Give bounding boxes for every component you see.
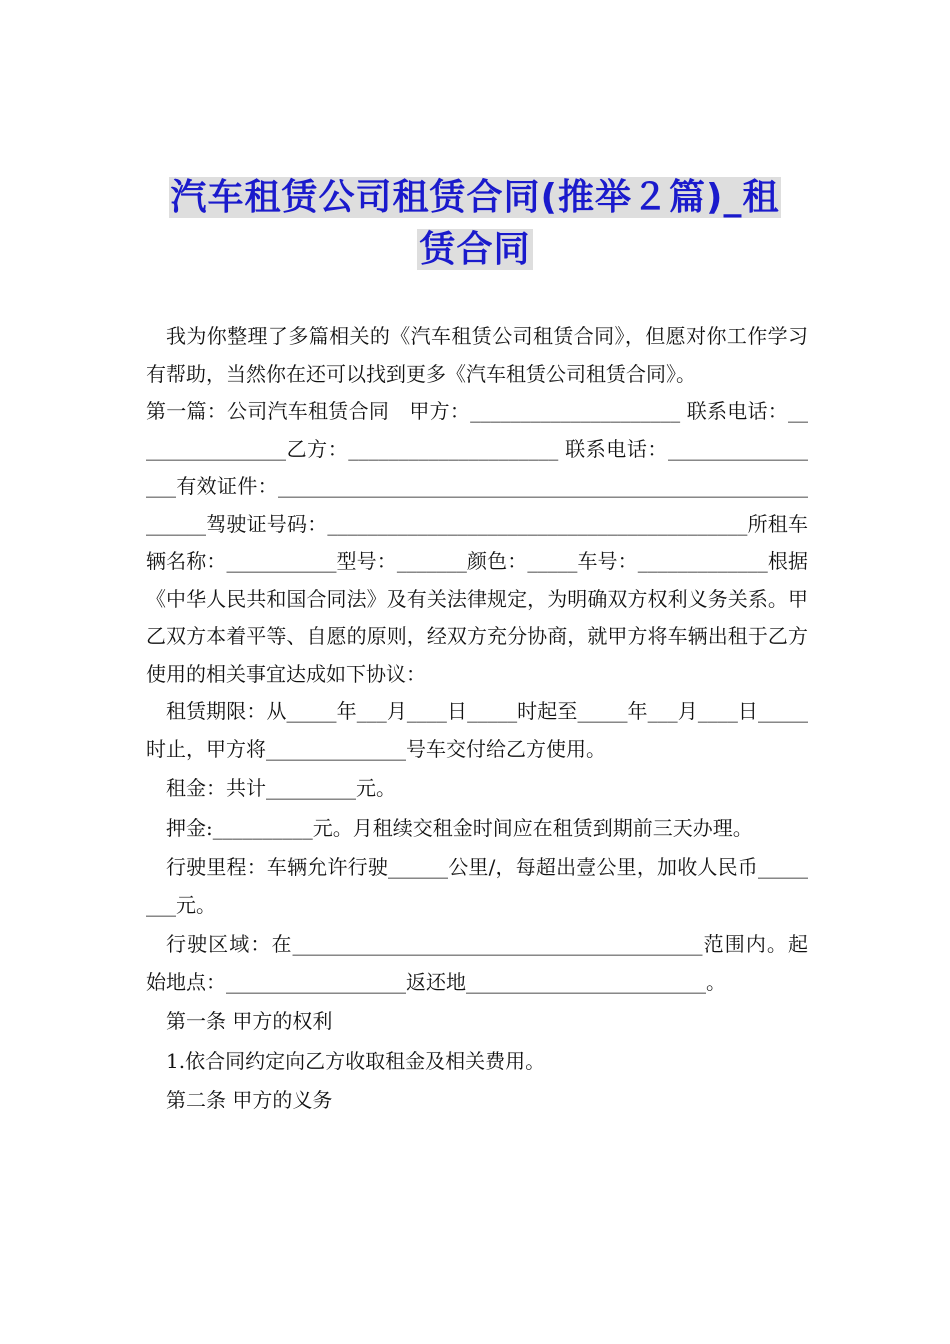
rent-paragraph: 租金：共计_________元。: [166, 776, 396, 800]
document-body: [146, 318, 808, 1120]
intro-paragraph: 我为你整理了多篇相关的《汽车租赁公司租赁合同》，但愿对你工作学习有帮助，当然你在还可以找到更多《汽车租赁公司租赁合同》。: [146, 324, 808, 386]
mileage-paragraph: 行驶里程：车辆允许行驶______公里/，每超出壹公里，加收人民币________元。: [146, 855, 808, 917]
article-1-heading: 第一条 甲方的权利: [166, 1009, 333, 1033]
title-line-1: 汽车租赁公司租赁合同(推举２篇)_租: [170, 177, 780, 218]
article-1-item-1: 1.依合同约定向乙方收取租金及相关费用。: [166, 1048, 546, 1073]
article-2-heading: 第二条 甲方的义务: [166, 1088, 333, 1112]
contract-parties-paragraph: 第一篇：公司汽车租赁合同 甲方：_____________________ 联系电话：________________乙方：_____________________ 联系电话：_________________有效证件：___________________________________________________________驾驶证号码：__________________________________________所租车辆名称：___________型号：_______颜色：_____车号：_____________根据《中华人民共和国合同法》及有关法律规定，为明确双方权利义务关系。甲乙双方本着平等、自愿的原则，经双方充分协商，就甲方将车辆出租于乙方使用的相关事宜达成如下协议：: [146, 399, 808, 686]
document-title: [100, 172, 850, 276]
driving-area-paragraph: 行驶区域：在_________________________________________范围内。起始地点：__________________返还地________________________。: [146, 932, 808, 994]
title-line-2: 赁合同: [419, 229, 531, 270]
deposit-paragraph: 押金:__________元。月租续交租金时间应在租赁到期前三天办理。: [166, 815, 753, 840]
lease-term-paragraph: 租赁期限：从_____年___月____日_____时起至_____年___月____日_____时止，甲方将______________号车交付给乙方使用。: [146, 699, 808, 761]
